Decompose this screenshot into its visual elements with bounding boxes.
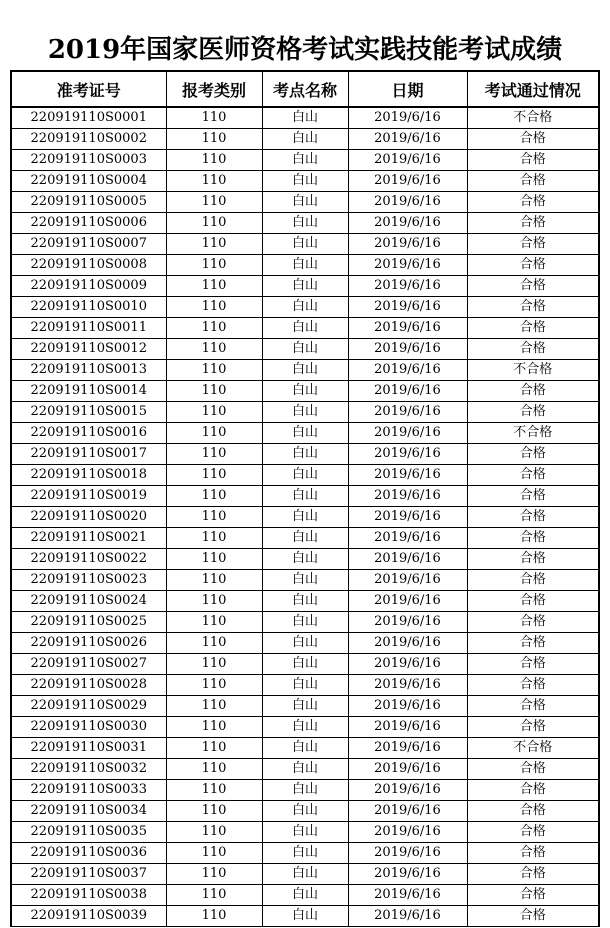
result-cell: 合格 — [467, 570, 599, 591]
category-cell: 110 — [166, 276, 262, 297]
exam-site-cell: 白山 — [262, 255, 348, 276]
exam-site-cell: 白山 — [262, 297, 348, 318]
table-row — [11, 549, 599, 570]
exam-site-cell: 白山 — [262, 696, 348, 717]
table-row — [11, 696, 599, 717]
date-cell: 2019/6/16 — [348, 906, 467, 927]
result-cell: 合格 — [467, 780, 599, 801]
table-row — [11, 318, 599, 339]
date-cell: 2019/6/16 — [348, 675, 467, 696]
exam-site-cell: 白山 — [262, 150, 348, 171]
category-cell: 110 — [166, 297, 262, 318]
column-header-result: 考试通过情况 — [467, 71, 599, 107]
date-cell: 2019/6/16 — [348, 633, 467, 654]
exam-site-cell: 白山 — [262, 129, 348, 150]
ticket-number-cell: 220919110S0018 — [11, 465, 166, 486]
column-header-category: 报考类别 — [166, 71, 262, 107]
result-cell: 合格 — [467, 759, 599, 780]
date-cell: 2019/6/16 — [348, 549, 467, 570]
column-header-date: 日期 — [348, 71, 467, 107]
ticket-number-cell: 220919110S0024 — [11, 591, 166, 612]
ticket-number-cell: 220919110S0003 — [11, 150, 166, 171]
table-row — [11, 885, 599, 906]
exam-site-cell: 白山 — [262, 633, 348, 654]
result-cell: 合格 — [467, 549, 599, 570]
table-row — [11, 528, 599, 549]
date-cell: 2019/6/16 — [348, 507, 467, 528]
table-body — [11, 107, 599, 927]
table-row — [11, 129, 599, 150]
result-cell: 合格 — [467, 801, 599, 822]
date-cell: 2019/6/16 — [348, 717, 467, 738]
result-cell: 合格 — [467, 171, 599, 192]
table-row — [11, 465, 599, 486]
date-cell: 2019/6/16 — [348, 591, 467, 612]
table-row — [11, 192, 599, 213]
exam-site-cell: 白山 — [262, 780, 348, 801]
ticket-number-cell: 220919110S0010 — [11, 297, 166, 318]
date-cell: 2019/6/16 — [348, 234, 467, 255]
result-cell: 合格 — [467, 843, 599, 864]
result-cell: 合格 — [467, 381, 599, 402]
exam-site-cell: 白山 — [262, 591, 348, 612]
category-cell: 110 — [166, 801, 262, 822]
result-cell: 合格 — [467, 822, 599, 843]
category-cell: 110 — [166, 843, 262, 864]
exam-site-cell: 白山 — [262, 801, 348, 822]
table-row — [11, 171, 599, 192]
result-cell: 合格 — [467, 318, 599, 339]
table-row — [11, 864, 599, 885]
date-cell: 2019/6/16 — [348, 192, 467, 213]
ticket-number-cell: 220919110S0020 — [11, 507, 166, 528]
result-cell: 合格 — [467, 129, 599, 150]
category-cell: 110 — [166, 591, 262, 612]
ticket-number-cell: 220919110S0006 — [11, 213, 166, 234]
result-cell: 合格 — [467, 486, 599, 507]
date-cell: 2019/6/16 — [348, 486, 467, 507]
category-cell: 110 — [166, 486, 262, 507]
ticket-number-cell: 220919110S0004 — [11, 171, 166, 192]
result-cell: 不合格 — [467, 107, 599, 129]
table-row — [11, 507, 599, 528]
exam-site-cell: 白山 — [262, 486, 348, 507]
ticket-number-cell: 220919110S0011 — [11, 318, 166, 339]
date-cell: 2019/6/16 — [348, 107, 467, 129]
category-cell: 110 — [166, 906, 262, 927]
table-row — [11, 780, 599, 801]
category-cell: 110 — [166, 885, 262, 906]
result-cell: 合格 — [467, 633, 599, 654]
ticket-number-cell: 220919110S0036 — [11, 843, 166, 864]
exam-site-cell: 白山 — [262, 192, 348, 213]
table-row — [11, 570, 599, 591]
exam-site-cell: 白山 — [262, 570, 348, 591]
category-cell: 110 — [166, 213, 262, 234]
exam-site-cell: 白山 — [262, 402, 348, 423]
ticket-number-cell: 220919110S0022 — [11, 549, 166, 570]
exam-site-cell: 白山 — [262, 171, 348, 192]
exam-site-cell: 白山 — [262, 675, 348, 696]
date-cell: 2019/6/16 — [348, 465, 467, 486]
table-row — [11, 633, 599, 654]
exam-site-cell: 白山 — [262, 423, 348, 444]
table-row — [11, 423, 599, 444]
exam-site-cell: 白山 — [262, 843, 348, 864]
category-cell: 110 — [166, 171, 262, 192]
date-cell: 2019/6/16 — [348, 129, 467, 150]
category-cell: 110 — [166, 738, 262, 759]
date-cell: 2019/6/16 — [348, 423, 467, 444]
exam-site-cell: 白山 — [262, 360, 348, 381]
category-cell: 110 — [166, 696, 262, 717]
ticket-number-cell: 220919110S0012 — [11, 339, 166, 360]
ticket-number-cell: 220919110S0019 — [11, 486, 166, 507]
result-cell: 合格 — [467, 675, 599, 696]
date-cell: 2019/6/16 — [348, 339, 467, 360]
table-header-row — [11, 71, 599, 107]
date-cell: 2019/6/16 — [348, 654, 467, 675]
category-cell: 110 — [166, 129, 262, 150]
ticket-number-cell: 220919110S0029 — [11, 696, 166, 717]
category-cell: 110 — [166, 528, 262, 549]
ticket-number-cell: 220919110S0025 — [11, 612, 166, 633]
column-header-exam-site: 考点名称 — [262, 71, 348, 107]
result-cell: 合格 — [467, 192, 599, 213]
date-cell: 2019/6/16 — [348, 297, 467, 318]
category-cell: 110 — [166, 150, 262, 171]
exam-site-cell: 白山 — [262, 318, 348, 339]
date-cell: 2019/6/16 — [348, 150, 467, 171]
category-cell: 110 — [166, 507, 262, 528]
ticket-number-cell: 220919110S0015 — [11, 402, 166, 423]
exam-site-cell: 白山 — [262, 717, 348, 738]
ticket-number-cell: 220919110S0017 — [11, 444, 166, 465]
ticket-number-cell: 220919110S0016 — [11, 423, 166, 444]
result-cell: 合格 — [467, 465, 599, 486]
category-cell: 110 — [166, 192, 262, 213]
exam-site-cell: 白山 — [262, 759, 348, 780]
result-cell: 合格 — [467, 717, 599, 738]
exam-site-cell: 白山 — [262, 738, 348, 759]
category-cell: 110 — [166, 234, 262, 255]
result-cell: 合格 — [467, 339, 599, 360]
ticket-number-cell: 220919110S0008 — [11, 255, 166, 276]
date-cell: 2019/6/16 — [348, 612, 467, 633]
score-table — [10, 70, 600, 927]
category-cell: 110 — [166, 780, 262, 801]
table-row — [11, 801, 599, 822]
result-cell: 合格 — [467, 696, 599, 717]
date-cell: 2019/6/16 — [348, 759, 467, 780]
table-row — [11, 486, 599, 507]
table-row — [11, 402, 599, 423]
date-cell: 2019/6/16 — [348, 780, 467, 801]
category-cell: 110 — [166, 255, 262, 276]
date-cell: 2019/6/16 — [348, 276, 467, 297]
ticket-number-cell: 220919110S0013 — [11, 360, 166, 381]
category-cell: 110 — [166, 570, 262, 591]
ticket-number-cell: 220919110S0031 — [11, 738, 166, 759]
ticket-number-cell: 220919110S0028 — [11, 675, 166, 696]
date-cell: 2019/6/16 — [348, 528, 467, 549]
table-row — [11, 906, 599, 927]
exam-site-cell: 白山 — [262, 444, 348, 465]
category-cell: 110 — [166, 402, 262, 423]
ticket-number-cell: 220919110S0030 — [11, 717, 166, 738]
ticket-number-cell: 220919110S0038 — [11, 885, 166, 906]
date-cell: 2019/6/16 — [348, 444, 467, 465]
category-cell: 110 — [166, 759, 262, 780]
exam-site-cell: 白山 — [262, 507, 348, 528]
category-cell: 110 — [166, 633, 262, 654]
table-row — [11, 717, 599, 738]
ticket-number-cell: 220919110S0037 — [11, 864, 166, 885]
category-cell: 110 — [166, 717, 262, 738]
category-cell: 110 — [166, 549, 262, 570]
table-row — [11, 381, 599, 402]
table-row — [11, 675, 599, 696]
date-cell: 2019/6/16 — [348, 822, 467, 843]
category-cell: 110 — [166, 444, 262, 465]
ticket-number-cell: 220919110S0039 — [11, 906, 166, 927]
date-cell: 2019/6/16 — [348, 360, 467, 381]
table-row — [11, 255, 599, 276]
table-row — [11, 591, 599, 612]
result-cell: 合格 — [467, 612, 599, 633]
ticket-number-cell: 220919110S0002 — [11, 129, 166, 150]
date-cell: 2019/6/16 — [348, 570, 467, 591]
page-title: 2019年国家医师资格考试实践技能考试成绩 — [47, 35, 563, 65]
category-cell: 110 — [166, 675, 262, 696]
result-cell: 合格 — [467, 654, 599, 675]
ticket-number-cell: 220919110S0032 — [11, 759, 166, 780]
table-row — [11, 444, 599, 465]
ticket-number-cell: 220919110S0005 — [11, 192, 166, 213]
date-cell: 2019/6/16 — [348, 864, 467, 885]
ticket-number-cell: 220919110S0021 — [11, 528, 166, 549]
exam-site-cell: 白山 — [262, 465, 348, 486]
exam-site-cell: 白山 — [262, 612, 348, 633]
date-cell: 2019/6/16 — [348, 213, 467, 234]
category-cell: 110 — [166, 654, 262, 675]
table-row — [11, 107, 599, 129]
ticket-number-cell: 220919110S0014 — [11, 381, 166, 402]
date-cell: 2019/6/16 — [348, 255, 467, 276]
date-cell: 2019/6/16 — [348, 381, 467, 402]
result-cell: 不合格 — [467, 423, 599, 444]
result-cell: 合格 — [467, 906, 599, 927]
date-cell: 2019/6/16 — [348, 696, 467, 717]
exam-site-cell: 白山 — [262, 822, 348, 843]
category-cell: 110 — [166, 822, 262, 843]
exam-site-cell: 白山 — [262, 906, 348, 927]
table-row — [11, 276, 599, 297]
category-cell: 110 — [166, 423, 262, 444]
result-cell: 合格 — [467, 444, 599, 465]
ticket-number-cell: 220919110S0001 — [11, 107, 166, 129]
table-row — [11, 759, 599, 780]
exam-site-cell: 白山 — [262, 234, 348, 255]
table-row — [11, 360, 599, 381]
date-cell: 2019/6/16 — [348, 318, 467, 339]
table-row — [11, 339, 599, 360]
table-row — [11, 654, 599, 675]
result-cell: 合格 — [467, 297, 599, 318]
ticket-number-cell: 220919110S0033 — [11, 780, 166, 801]
ticket-number-cell: 220919110S0009 — [11, 276, 166, 297]
date-cell: 2019/6/16 — [348, 885, 467, 906]
ticket-number-cell: 220919110S0027 — [11, 654, 166, 675]
table-row — [11, 843, 599, 864]
result-cell: 不合格 — [467, 738, 599, 759]
result-cell: 合格 — [467, 864, 599, 885]
table-row — [11, 234, 599, 255]
column-header-ticket-number: 准考证号 — [11, 71, 166, 107]
date-cell: 2019/6/16 — [348, 402, 467, 423]
table-row — [11, 297, 599, 318]
category-cell: 110 — [166, 612, 262, 633]
table-row — [11, 738, 599, 759]
result-cell: 合格 — [467, 255, 599, 276]
exam-site-cell: 白山 — [262, 381, 348, 402]
ticket-number-cell: 220919110S0034 — [11, 801, 166, 822]
exam-site-cell: 白山 — [262, 885, 348, 906]
table-row — [11, 213, 599, 234]
result-cell: 合格 — [467, 213, 599, 234]
exam-site-cell: 白山 — [262, 339, 348, 360]
ticket-number-cell: 220919110S0023 — [11, 570, 166, 591]
ticket-number-cell: 220919110S0007 — [11, 234, 166, 255]
table-row — [11, 822, 599, 843]
result-cell: 合格 — [467, 591, 599, 612]
table-row — [11, 150, 599, 171]
category-cell: 110 — [166, 864, 262, 885]
date-cell: 2019/6/16 — [348, 171, 467, 192]
ticket-number-cell: 220919110S0035 — [11, 822, 166, 843]
category-cell: 110 — [166, 318, 262, 339]
exam-site-cell: 白山 — [262, 528, 348, 549]
table-row — [11, 612, 599, 633]
result-cell: 合格 — [467, 528, 599, 549]
category-cell: 110 — [166, 360, 262, 381]
exam-site-cell: 白山 — [262, 213, 348, 234]
result-cell: 不合格 — [467, 360, 599, 381]
category-cell: 110 — [166, 465, 262, 486]
date-cell: 2019/6/16 — [348, 843, 467, 864]
result-cell: 合格 — [467, 402, 599, 423]
category-cell: 110 — [166, 381, 262, 402]
category-cell: 110 — [166, 107, 262, 129]
result-cell: 合格 — [467, 507, 599, 528]
exam-site-cell: 白山 — [262, 276, 348, 297]
result-cell: 合格 — [467, 234, 599, 255]
category-cell: 110 — [166, 339, 262, 360]
exam-site-cell: 白山 — [262, 654, 348, 675]
exam-site-cell: 白山 — [262, 864, 348, 885]
result-cell: 合格 — [467, 885, 599, 906]
ticket-number-cell: 220919110S0026 — [11, 633, 166, 654]
exam-site-cell: 白山 — [262, 549, 348, 570]
result-cell: 合格 — [467, 150, 599, 171]
date-cell: 2019/6/16 — [348, 801, 467, 822]
result-cell: 合格 — [467, 276, 599, 297]
exam-site-cell: 白山 — [262, 107, 348, 129]
date-cell: 2019/6/16 — [348, 738, 467, 759]
